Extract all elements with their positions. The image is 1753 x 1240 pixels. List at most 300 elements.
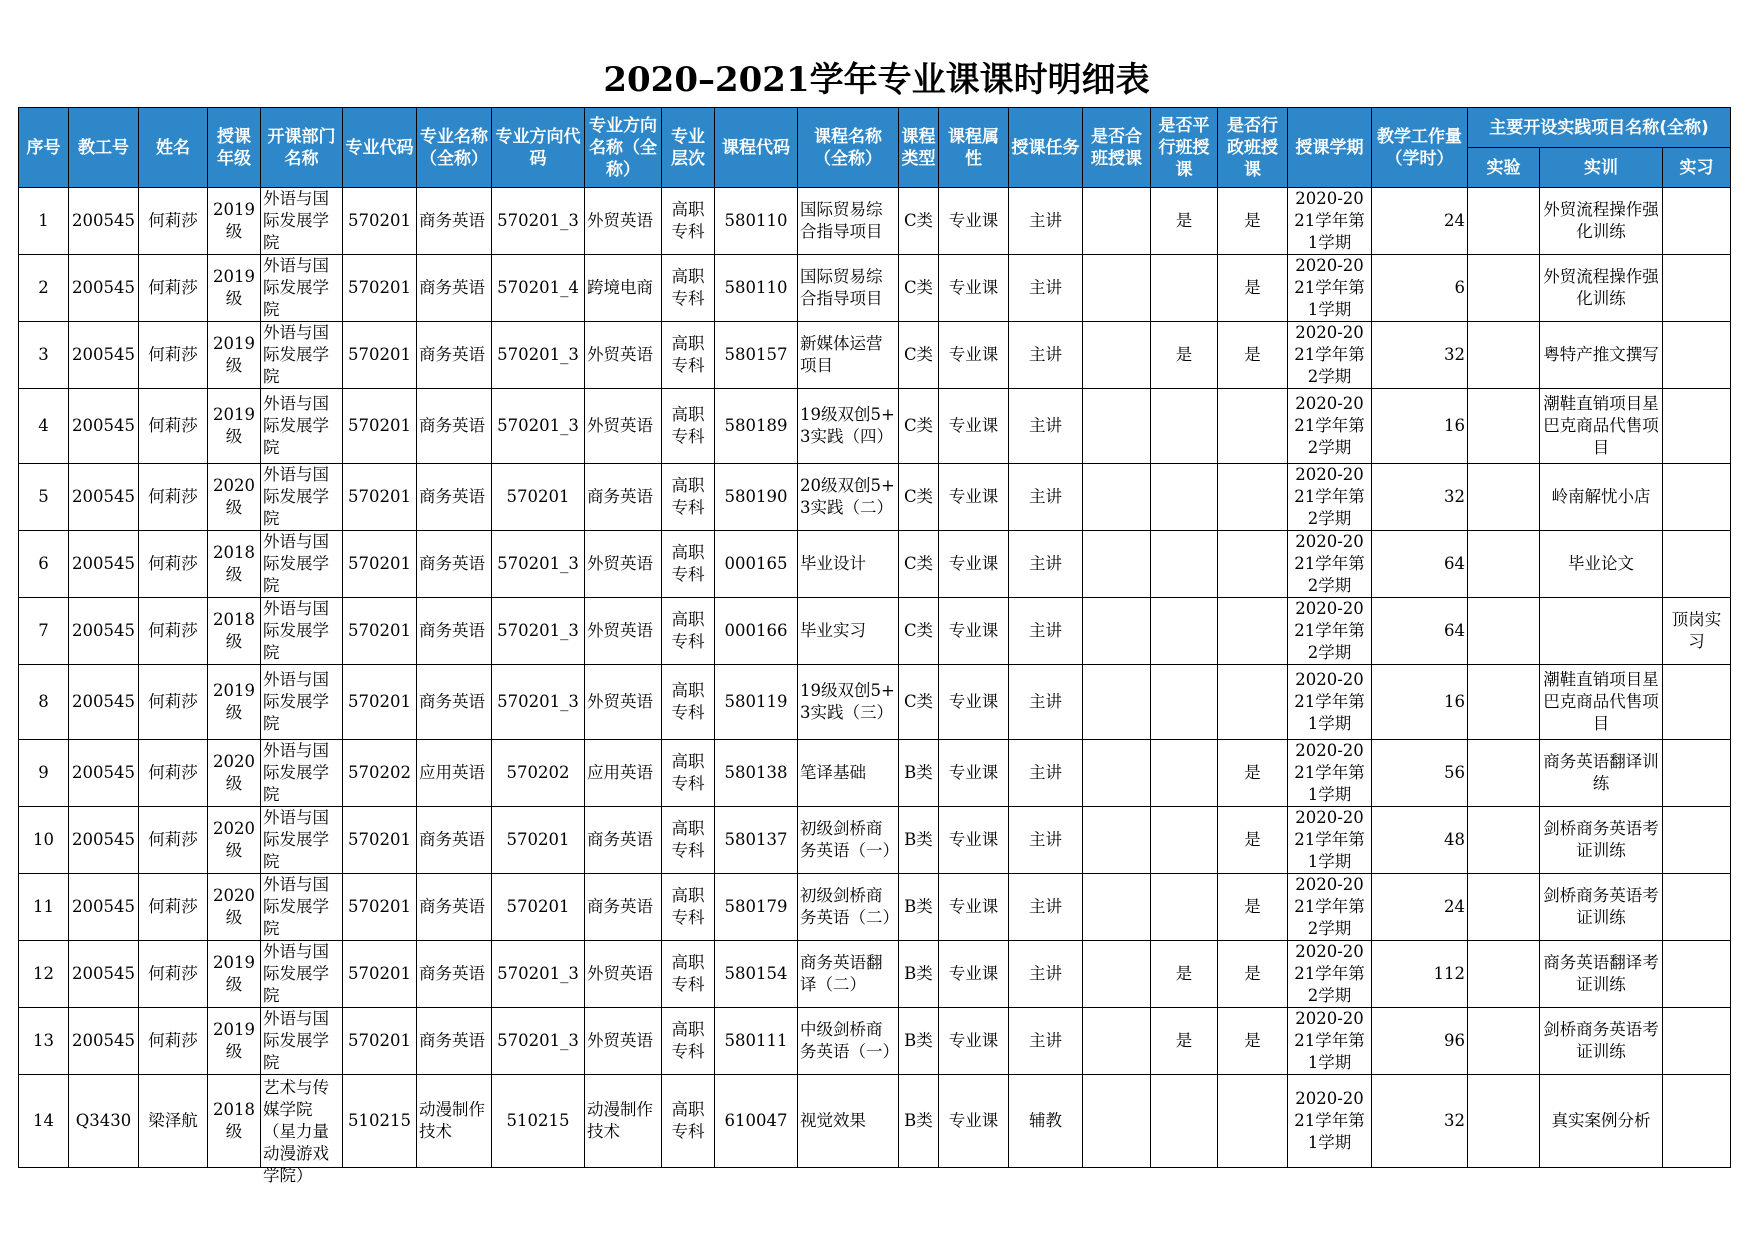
cell-task bbox=[1009, 389, 1083, 464]
cell-level bbox=[662, 322, 715, 389]
cell-admin bbox=[1218, 1008, 1288, 1075]
cell-dept bbox=[261, 389, 343, 464]
cell-name-text: 何莉莎 bbox=[148, 830, 198, 849]
cell-course-code-text: 580137 bbox=[724, 830, 788, 849]
cell-combined bbox=[1083, 464, 1151, 531]
cell-name bbox=[139, 322, 208, 389]
cell-workload-text: 64 bbox=[1444, 621, 1465, 640]
cell-major-code bbox=[343, 1075, 417, 1168]
cell-major-name bbox=[417, 941, 492, 1008]
cell-course-code bbox=[715, 598, 798, 665]
cell-training-text: 粤特产推文撰写 bbox=[1543, 345, 1659, 364]
cell-course-attr-text: 专业课 bbox=[948, 416, 999, 435]
cell-seq-text: 9 bbox=[38, 763, 49, 782]
cell-task bbox=[1009, 322, 1083, 389]
cell-workload bbox=[1372, 941, 1468, 1008]
table-row bbox=[19, 389, 1731, 464]
col-course-code: 课程代码 bbox=[715, 108, 798, 188]
cell-seq-text: 3 bbox=[38, 345, 49, 364]
cell-major-name-text: 商务英语 bbox=[419, 345, 485, 364]
cell-grade bbox=[208, 740, 261, 807]
cell-course-type-text: C类 bbox=[903, 345, 934, 364]
cell-direction-name-text: 动漫制作技术 bbox=[587, 1100, 653, 1141]
cell-direction-name bbox=[585, 874, 662, 941]
cell-grade-text: 2020级 bbox=[213, 476, 255, 517]
cell-parallel bbox=[1151, 740, 1218, 807]
cell-training-text: 剑桥商务英语考证训练 bbox=[1543, 819, 1659, 860]
cell-course-code-text: 580154 bbox=[724, 964, 788, 983]
col-seq: 序号 bbox=[19, 108, 69, 188]
cell-seq-text: 6 bbox=[38, 554, 49, 573]
cell-grade-text: 2018级 bbox=[213, 1100, 255, 1141]
cell-direction-name bbox=[585, 1008, 662, 1075]
cell-workload bbox=[1372, 389, 1468, 464]
cell-major-code-text: 570201 bbox=[348, 964, 411, 983]
col-internship: 实习 bbox=[1663, 148, 1731, 188]
cell-seq-text: 11 bbox=[33, 897, 54, 916]
cell-direction-code bbox=[492, 255, 585, 322]
cell-training bbox=[1540, 389, 1663, 464]
cell-course-attr-text: 专业课 bbox=[948, 487, 999, 506]
cell-course-type-text: C类 bbox=[903, 621, 934, 640]
cell-term bbox=[1288, 389, 1372, 464]
cell-term-text: 2020-2021学年第2学期 bbox=[1294, 394, 1365, 457]
cell-name-text: 何莉莎 bbox=[148, 964, 198, 983]
cell-course-name bbox=[798, 740, 899, 807]
cell-grade-text: 2019级 bbox=[213, 1020, 255, 1061]
cell-admin-text: 是 bbox=[1244, 897, 1261, 916]
cell-grade-text: 2020级 bbox=[213, 886, 255, 927]
cell-major-name bbox=[417, 188, 492, 255]
cell-parallel bbox=[1151, 665, 1218, 740]
cell-experiment bbox=[1468, 255, 1540, 322]
cell-direction-name bbox=[585, 255, 662, 322]
cell-dept bbox=[261, 807, 343, 874]
col-level: 专业层次 bbox=[662, 108, 715, 188]
cell-grade bbox=[208, 322, 261, 389]
cell-major-code-text: 570201 bbox=[348, 897, 411, 916]
cell-staff-id bbox=[69, 389, 139, 464]
cell-seq-text: 10 bbox=[33, 830, 54, 849]
cell-course-code-text: 580110 bbox=[724, 278, 788, 297]
cell-term-text: 2020-2021学年第1学期 bbox=[1294, 1089, 1365, 1152]
cell-course-code bbox=[715, 941, 798, 1008]
cell-direction-name-text: 外贸英语 bbox=[587, 1031, 653, 1050]
cell-major-code bbox=[343, 598, 417, 665]
cell-grade bbox=[208, 389, 261, 464]
cell-seq bbox=[19, 740, 69, 807]
cell-internship bbox=[1663, 665, 1731, 740]
cell-major-code bbox=[343, 740, 417, 807]
cell-name bbox=[139, 1008, 208, 1075]
cell-seq-text: 12 bbox=[33, 964, 54, 983]
cell-course-type bbox=[899, 255, 939, 322]
cell-major-code bbox=[343, 322, 417, 389]
cell-level bbox=[662, 874, 715, 941]
cell-dept-text: 外语与国际发展学院 bbox=[263, 741, 329, 804]
cell-major-name-text: 商务英语 bbox=[419, 554, 485, 573]
cell-course-name-text: 视觉效果 bbox=[800, 1111, 866, 1130]
cell-dept-text: 外语与国际发展学院 bbox=[263, 599, 329, 662]
cell-task bbox=[1009, 188, 1083, 255]
cell-admin bbox=[1218, 874, 1288, 941]
cell-grade bbox=[208, 941, 261, 1008]
cell-course-code bbox=[715, 1008, 798, 1075]
cell-major-code bbox=[343, 665, 417, 740]
cell-workload bbox=[1372, 874, 1468, 941]
cell-seq bbox=[19, 255, 69, 322]
cell-name bbox=[139, 598, 208, 665]
cell-major-name bbox=[417, 464, 492, 531]
cell-course-code-text: 580138 bbox=[724, 763, 788, 782]
cell-seq bbox=[19, 941, 69, 1008]
cell-major-name-text: 商务英语 bbox=[419, 211, 485, 230]
cell-experiment bbox=[1468, 740, 1540, 807]
cell-admin-text: 是 bbox=[1244, 1031, 1261, 1050]
cell-workload bbox=[1372, 1008, 1468, 1075]
cell-direction-code bbox=[492, 188, 585, 255]
cell-term bbox=[1288, 1008, 1372, 1075]
cell-direction-name bbox=[585, 941, 662, 1008]
cell-name-text: 何莉莎 bbox=[148, 278, 198, 297]
cell-combined bbox=[1083, 389, 1151, 464]
cell-workload-text: 24 bbox=[1444, 897, 1465, 916]
cell-dept bbox=[261, 255, 343, 322]
cell-seq bbox=[19, 807, 69, 874]
cell-seq bbox=[19, 1075, 69, 1168]
table-row bbox=[19, 322, 1731, 389]
col-direction-name: 专业方向名称（全称） bbox=[585, 108, 662, 188]
col-major-code: 专业代码 bbox=[343, 108, 417, 188]
cell-course-type-text: B类 bbox=[904, 1031, 933, 1050]
cell-course-attr-text: 专业课 bbox=[948, 964, 999, 983]
cell-task bbox=[1009, 740, 1083, 807]
cell-name bbox=[139, 188, 208, 255]
cell-direction-name bbox=[585, 188, 662, 255]
cell-direction-code bbox=[492, 531, 585, 598]
cell-major-code bbox=[343, 188, 417, 255]
cell-course-name bbox=[798, 598, 899, 665]
cell-direction-name-text: 外贸英语 bbox=[587, 621, 653, 640]
cell-level bbox=[662, 188, 715, 255]
cell-grade bbox=[208, 255, 261, 322]
cell-staff-id bbox=[69, 1008, 139, 1075]
cell-dept-text: 外语与国际发展学院 bbox=[263, 1009, 329, 1072]
cell-course-code bbox=[715, 1075, 798, 1168]
cell-training bbox=[1540, 1075, 1663, 1168]
cell-course-name-text: 19级双创5+3实践（四） bbox=[800, 405, 895, 446]
cell-dept bbox=[261, 665, 343, 740]
cell-course-name bbox=[798, 464, 899, 531]
cell-staff-id bbox=[69, 598, 139, 665]
cell-major-name-text: 商务英语 bbox=[419, 487, 485, 506]
cell-major-code-text: 570201 bbox=[348, 1031, 411, 1050]
table-row bbox=[19, 255, 1731, 322]
cell-course-name-text: 毕业设计 bbox=[800, 554, 866, 573]
cell-dept bbox=[261, 322, 343, 389]
cell-major-name bbox=[417, 389, 492, 464]
cell-experiment bbox=[1468, 874, 1540, 941]
cell-major-name-text: 商务英语 bbox=[419, 897, 485, 916]
cell-major-name bbox=[417, 531, 492, 598]
col-admin: 是否行政班授课 bbox=[1218, 108, 1288, 188]
cell-direction-name-text: 外贸英语 bbox=[587, 416, 653, 435]
cell-grade-text: 2019级 bbox=[213, 334, 255, 375]
cell-direction-name bbox=[585, 531, 662, 598]
cell-major-name-text: 动漫制作技术 bbox=[419, 1100, 485, 1141]
col-staff-id: 教工号 bbox=[69, 108, 139, 188]
cell-staff-id-text: 200545 bbox=[72, 897, 135, 916]
cell-workload-text: 56 bbox=[1444, 763, 1465, 782]
cell-direction-name bbox=[585, 389, 662, 464]
cell-experiment bbox=[1468, 531, 1540, 598]
cell-direction-name bbox=[585, 1075, 662, 1168]
cell-major-name bbox=[417, 255, 492, 322]
cell-dept bbox=[261, 941, 343, 1008]
cell-grade bbox=[208, 665, 261, 740]
cell-dept bbox=[261, 740, 343, 807]
cell-grade-text: 2020级 bbox=[213, 752, 255, 793]
cell-major-code bbox=[343, 1008, 417, 1075]
cell-major-code-text: 570201 bbox=[348, 416, 411, 435]
cell-grade-text: 2019级 bbox=[213, 405, 255, 446]
cell-course-type bbox=[899, 389, 939, 464]
cell-name bbox=[139, 740, 208, 807]
cell-staff-id bbox=[69, 665, 139, 740]
cell-level-text: 高职专科 bbox=[671, 953, 705, 994]
cell-task-text: 主讲 bbox=[1029, 416, 1062, 435]
cell-direction-code bbox=[492, 322, 585, 389]
cell-direction-code bbox=[492, 598, 585, 665]
cell-course-type-text: C类 bbox=[903, 278, 934, 297]
cell-workload-text: 16 bbox=[1444, 416, 1465, 435]
cell-experiment bbox=[1468, 941, 1540, 1008]
cell-workload-text: 32 bbox=[1444, 487, 1465, 506]
cell-task-text: 主讲 bbox=[1029, 621, 1062, 640]
cell-direction-name-text: 外贸英语 bbox=[587, 692, 653, 711]
cell-course-type-text: B类 bbox=[904, 1111, 933, 1130]
cell-internship-text: 顶岗实习 bbox=[1671, 610, 1722, 651]
cell-workload bbox=[1372, 188, 1468, 255]
cell-direction-name-text: 外贸英语 bbox=[587, 211, 653, 230]
cell-dept bbox=[261, 464, 343, 531]
cell-level-text: 高职专科 bbox=[671, 267, 705, 308]
cell-staff-id bbox=[69, 188, 139, 255]
cell-major-code-text: 570202 bbox=[348, 763, 411, 782]
cell-course-type bbox=[899, 665, 939, 740]
cell-combined bbox=[1083, 665, 1151, 740]
cell-admin bbox=[1218, 665, 1288, 740]
cell-staff-id-text: 200545 bbox=[72, 763, 135, 782]
cell-workload-text: 32 bbox=[1444, 345, 1465, 364]
cell-major-name bbox=[417, 322, 492, 389]
cell-major-name bbox=[417, 874, 492, 941]
cell-course-type bbox=[899, 464, 939, 531]
cell-combined bbox=[1083, 188, 1151, 255]
cell-grade bbox=[208, 1008, 261, 1075]
table-row bbox=[19, 598, 1731, 665]
cell-level-text: 高职专科 bbox=[671, 1020, 705, 1061]
cell-course-code-text: 580179 bbox=[724, 897, 788, 916]
cell-course-type bbox=[899, 322, 939, 389]
cell-course-type-text: B类 bbox=[904, 763, 933, 782]
col-major-name: 专业名称（全称） bbox=[417, 108, 492, 188]
cell-direction-name-text: 商务英语 bbox=[587, 897, 653, 916]
cell-task bbox=[1009, 598, 1083, 665]
cell-training bbox=[1540, 598, 1663, 665]
cell-dept-text: 外语与国际发展学院 bbox=[263, 323, 329, 386]
cell-staff-id-text: 200545 bbox=[72, 1031, 135, 1050]
cell-dept-text: 外语与国际发展学院 bbox=[263, 808, 329, 871]
cell-task bbox=[1009, 255, 1083, 322]
cell-level bbox=[662, 598, 715, 665]
cell-course-code bbox=[715, 874, 798, 941]
cell-level bbox=[662, 740, 715, 807]
cell-level bbox=[662, 464, 715, 531]
table-row bbox=[19, 665, 1731, 740]
cell-course-type-text: C类 bbox=[903, 416, 934, 435]
cell-admin bbox=[1218, 389, 1288, 464]
cell-training-text: 商务英语翻译训练 bbox=[1543, 752, 1659, 793]
cell-course-code-text: 580110 bbox=[724, 211, 788, 230]
cell-grade-text: 2019级 bbox=[213, 200, 255, 241]
cell-grade-text: 2019级 bbox=[213, 953, 255, 994]
cell-workload-text: 112 bbox=[1433, 964, 1465, 983]
cell-experiment bbox=[1468, 188, 1540, 255]
cell-task-text: 主讲 bbox=[1029, 897, 1062, 916]
cell-major-code-text: 570201 bbox=[348, 345, 411, 364]
cell-course-attr bbox=[939, 531, 1009, 598]
cell-course-name-text: 初级剑桥商务英语（二） bbox=[800, 886, 899, 927]
cell-course-attr-text: 专业课 bbox=[948, 211, 999, 230]
cell-name bbox=[139, 1075, 208, 1168]
cell-term-text: 2020-2021学年第1学期 bbox=[1294, 670, 1365, 733]
cell-course-attr-text: 专业课 bbox=[948, 621, 999, 640]
cell-course-name-text: 20级双创5+3实践（二） bbox=[800, 476, 895, 517]
cell-staff-id-text: 200545 bbox=[72, 211, 135, 230]
cell-internship bbox=[1663, 807, 1731, 874]
cell-course-attr bbox=[939, 665, 1009, 740]
cell-parallel bbox=[1151, 389, 1218, 464]
cell-grade bbox=[208, 188, 261, 255]
cell-workload bbox=[1372, 807, 1468, 874]
cell-workload-text: 24 bbox=[1444, 211, 1465, 230]
cell-parallel bbox=[1151, 255, 1218, 322]
cell-workload bbox=[1372, 598, 1468, 665]
cell-dept-text: 外语与国际发展学院 bbox=[263, 256, 329, 319]
cell-workload bbox=[1372, 665, 1468, 740]
cell-direction-code bbox=[492, 941, 585, 1008]
cell-workload-text: 32 bbox=[1444, 1111, 1465, 1130]
cell-admin bbox=[1218, 464, 1288, 531]
cell-task-text: 主讲 bbox=[1029, 554, 1062, 573]
cell-major-code-text: 570201 bbox=[348, 692, 411, 711]
cell-experiment bbox=[1468, 322, 1540, 389]
cell-level-text: 高职专科 bbox=[671, 200, 705, 241]
cell-major-code-text: 510215 bbox=[348, 1111, 411, 1130]
cell-task-text: 主讲 bbox=[1029, 1031, 1062, 1050]
cell-direction-name-text: 跨境电商 bbox=[587, 278, 653, 297]
cell-course-attr bbox=[939, 874, 1009, 941]
cell-course-name-text: 国际贸易综合指导项目 bbox=[800, 267, 883, 308]
cell-course-attr bbox=[939, 807, 1009, 874]
cell-name bbox=[139, 941, 208, 1008]
cell-direction-name-text: 应用英语 bbox=[587, 763, 653, 782]
cell-course-attr bbox=[939, 1008, 1009, 1075]
col-term: 授课学期 bbox=[1288, 108, 1372, 188]
cell-seq-text: 14 bbox=[33, 1111, 54, 1130]
cell-name-text: 何莉莎 bbox=[148, 621, 198, 640]
cell-parallel bbox=[1151, 531, 1218, 598]
table-row bbox=[19, 464, 1731, 531]
cell-training bbox=[1540, 464, 1663, 531]
cell-direction-code-text: 510215 bbox=[506, 1111, 570, 1130]
col-course-type: 课程类型 bbox=[899, 108, 939, 188]
cell-course-attr-text: 专业课 bbox=[948, 830, 999, 849]
cell-direction-code-text: 570201_4 bbox=[497, 278, 579, 297]
cell-parallel-text: 是 bbox=[1175, 1031, 1193, 1050]
col-course-name: 课程名称（全称） bbox=[798, 108, 899, 188]
cell-seq-text: 2 bbox=[38, 278, 49, 297]
cell-admin-text: 是 bbox=[1244, 964, 1261, 983]
cell-staff-id-text: 200545 bbox=[72, 964, 135, 983]
cell-course-name bbox=[798, 531, 899, 598]
table-row bbox=[19, 1075, 1731, 1168]
cell-course-name bbox=[798, 807, 899, 874]
cell-course-code-text: 580190 bbox=[724, 487, 788, 506]
cell-major-code-text: 570201 bbox=[348, 830, 411, 849]
cell-dept-text: 外语与国际发展学院 bbox=[263, 189, 329, 252]
cell-training bbox=[1540, 807, 1663, 874]
cell-name-text: 何莉莎 bbox=[148, 416, 198, 435]
cell-combined bbox=[1083, 941, 1151, 1008]
cell-direction-code-text: 570201 bbox=[506, 830, 570, 849]
cell-course-name bbox=[798, 255, 899, 322]
cell-parallel bbox=[1151, 807, 1218, 874]
cell-dept-text: 外语与国际发展学院 bbox=[263, 465, 329, 528]
cell-name-text: 何莉莎 bbox=[148, 763, 198, 782]
cell-term bbox=[1288, 874, 1372, 941]
cell-seq bbox=[19, 389, 69, 464]
cell-term bbox=[1288, 665, 1372, 740]
cell-training bbox=[1540, 255, 1663, 322]
cell-term-text: 2020-2021学年第1学期 bbox=[1294, 741, 1365, 804]
cell-parallel bbox=[1151, 322, 1218, 389]
cell-level-text: 高职专科 bbox=[671, 1100, 705, 1141]
cell-course-name-text: 中级剑桥商务英语（一） bbox=[800, 1020, 899, 1061]
table-row bbox=[19, 941, 1731, 1008]
cell-major-code bbox=[343, 807, 417, 874]
cell-course-name bbox=[798, 941, 899, 1008]
cell-parallel-text: 是 bbox=[1175, 211, 1193, 230]
cell-admin bbox=[1218, 598, 1288, 665]
cell-staff-id bbox=[69, 255, 139, 322]
cell-level-text: 高职专科 bbox=[671, 886, 705, 927]
cell-course-code-text: 580119 bbox=[724, 692, 788, 711]
cell-direction-name bbox=[585, 807, 662, 874]
cell-course-code bbox=[715, 531, 798, 598]
cell-major-code bbox=[343, 531, 417, 598]
cell-task-text: 主讲 bbox=[1029, 278, 1062, 297]
cell-internship bbox=[1663, 255, 1731, 322]
cell-course-attr-text: 专业课 bbox=[948, 763, 999, 782]
cell-major-code-text: 570201 bbox=[348, 487, 411, 506]
cell-direction-name bbox=[585, 665, 662, 740]
cell-staff-id bbox=[69, 807, 139, 874]
cell-task bbox=[1009, 874, 1083, 941]
col-dept: 开课部门名称 bbox=[261, 108, 343, 188]
table-row bbox=[19, 1008, 1731, 1075]
